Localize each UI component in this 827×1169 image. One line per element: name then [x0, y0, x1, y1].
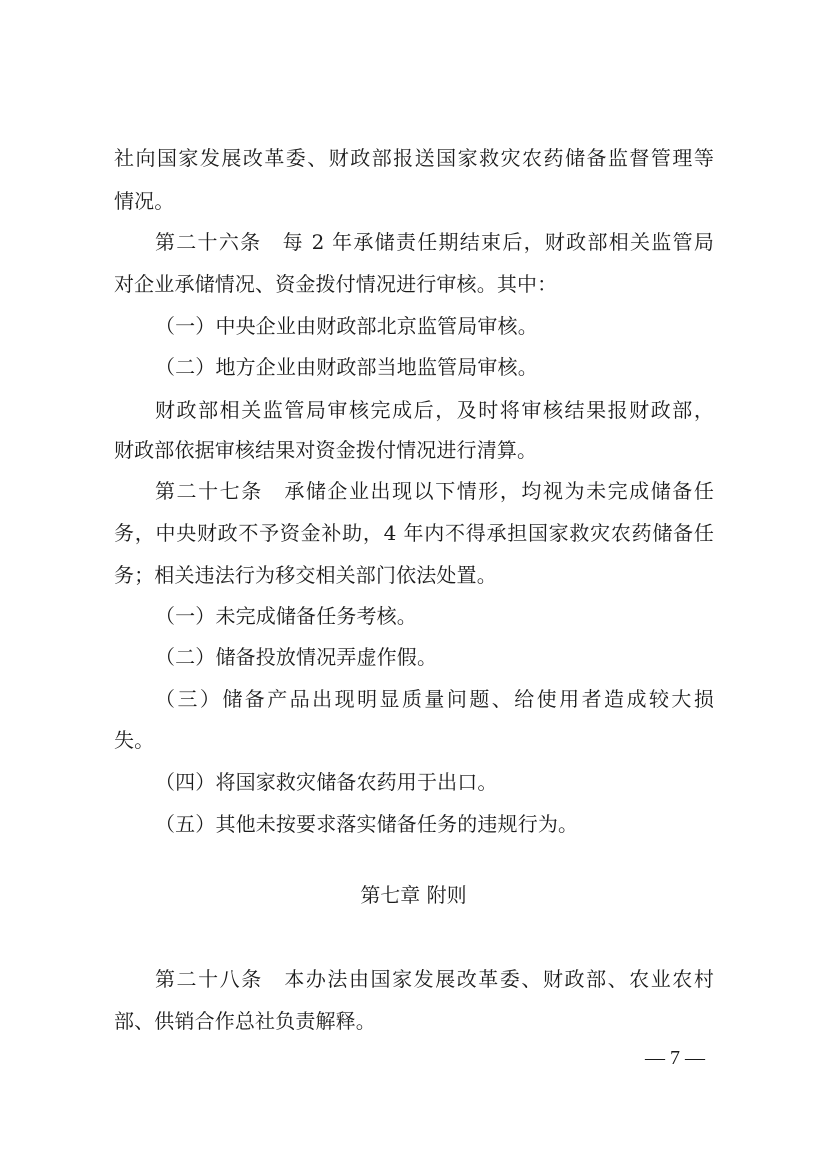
- paragraph-line: 财政部相关监管局审核完成后，及时将审核结果报财政部，: [155, 398, 714, 422]
- list-item-line: （二）地方企业由财政部当地监管局审核。: [155, 355, 538, 379]
- article-26-line: 对企业承储情况、资金拨付情况进行审核。其中：: [114, 272, 558, 296]
- chapter-title: 第七章 附则: [360, 883, 467, 907]
- article-27-line: 务；相关违法行为移交相关部门依法处置。: [114, 563, 497, 587]
- list-item-line: （二）储备投放情况弄虚作假。: [155, 645, 438, 669]
- article-26-line: 第二十六条 每 2 年承储责任期结束后，财政部相关监管局: [155, 230, 714, 254]
- list-item-line: （一）中央企业由财政部北京监管局审核。: [155, 314, 538, 338]
- paragraph-line: 情况。: [114, 189, 175, 213]
- article-28-line: 第二十八条 本办法由国家发展改革委、财政部、农业农村: [155, 967, 714, 991]
- list-item-line: 失。: [114, 728, 155, 752]
- list-item-line: （三）储备产品出现明显质量问题、给使用者造成较大损: [155, 687, 714, 711]
- article-27-line: 第二十七条 承储企业出现以下情形，均视为未完成储备任: [155, 479, 714, 503]
- paragraph-line: 社向国家发展改革委、财政部报送国家救灾农药储备监督管理等: [114, 146, 714, 170]
- list-item-line: （一）未完成储备任务考核。: [155, 604, 417, 628]
- paragraph-line: 财政部依据审核结果对资金拨付情况进行清算。: [114, 438, 538, 462]
- page-number: — 7 —: [645, 1047, 705, 1069]
- article-27-line: 务，中央财政不予资金补助，4 年内不得承担国家救灾农药储备任: [114, 521, 714, 545]
- list-item-line: （四）将国家救灾储备农药用于出口。: [155, 770, 498, 794]
- article-28-line: 部、供销合作总社负责解释。: [114, 1009, 376, 1033]
- list-item-line: （五）其他未按要求落实储备任务的违规行为。: [155, 812, 579, 836]
